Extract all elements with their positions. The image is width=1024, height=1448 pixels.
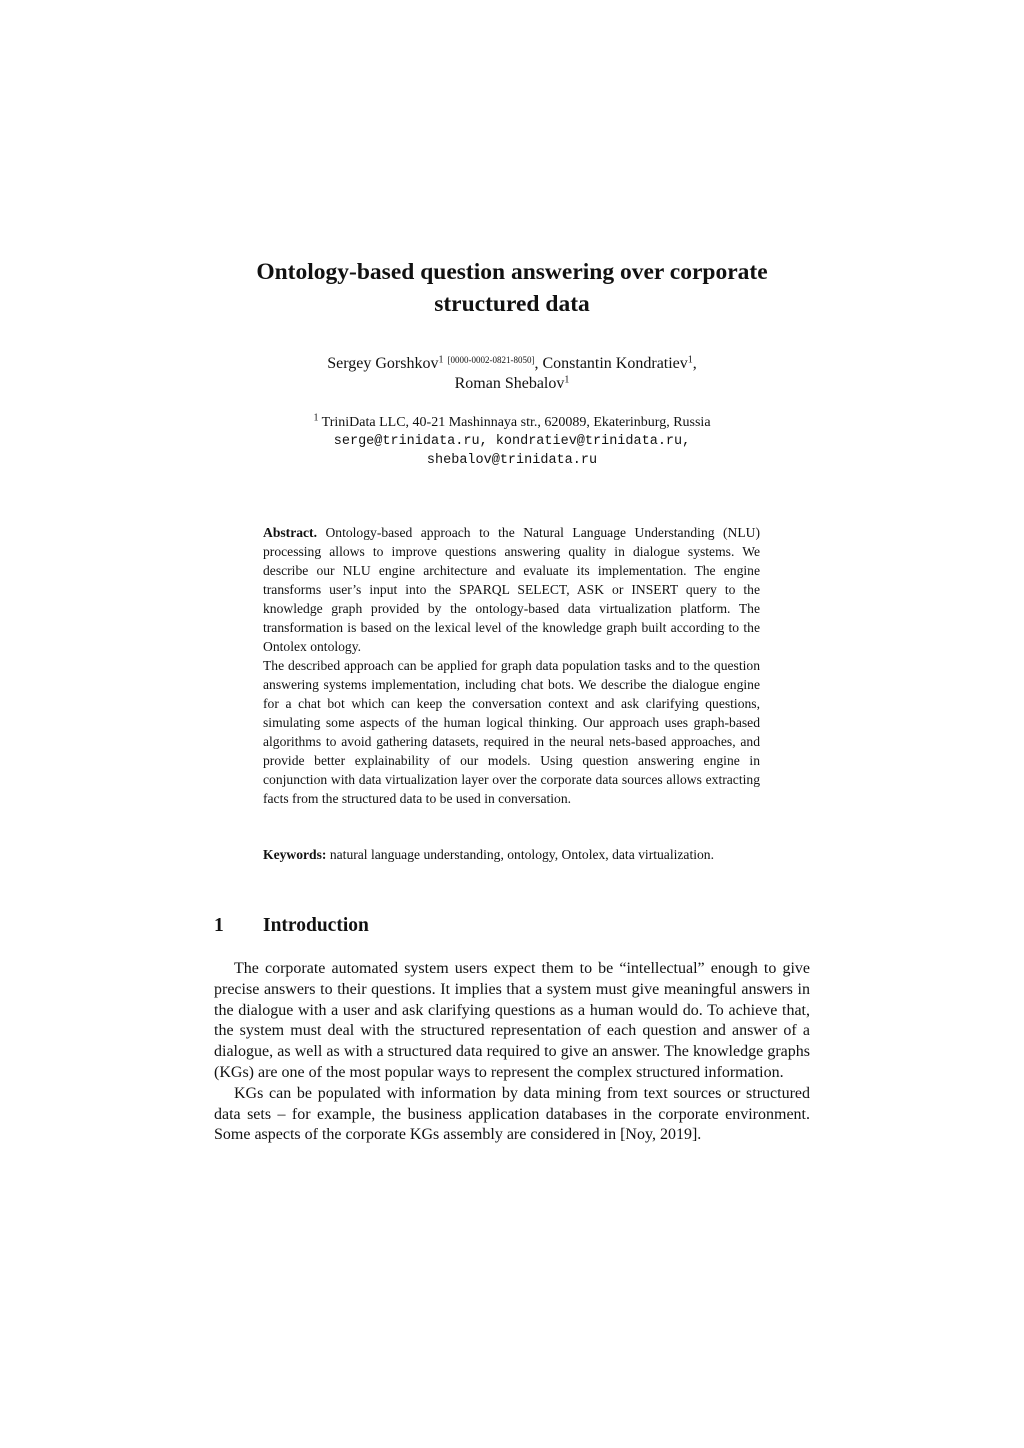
author-affiliation-mark: 1 [687, 354, 693, 366]
author-affiliation-mark: 1 [564, 374, 570, 386]
keywords-label: Keywords: [263, 847, 327, 862]
author-separator: , [534, 355, 543, 372]
affiliation-mark: 1 [313, 412, 319, 424]
abstract-label: Abstract. [263, 525, 317, 540]
keywords [263, 845, 760, 864]
affiliation-text: TriniData LLC, 40-21 Mashinnaya str., 620089, Ekaterinburg, Russia [318, 415, 711, 430]
abstract [263, 523, 760, 808]
section-heading-introduction [214, 913, 814, 939]
author-orcid: [0000-0002-0821-8050] [447, 355, 535, 366]
abstract-paragraph-1 [263, 523, 760, 656]
abstract-text-1: Ontology-based approach to the Natural Language Understanding (NLU) processing allows to improve questions answering quality in dialogue systems. We describe our NLU engine architecture and evaluate its implementation. The engine transforms user’s input into the SPARQL SELECT, ASK or INSERT query to the knowledge graph provided by the ontology-based data virtualization platform. The transformation is based on the lexical level of the knowledge graph built according to the Ontolex ontology. [263, 525, 760, 654]
affiliation-address [0, 413, 1024, 432]
paper-title-line-2: structured data [434, 291, 590, 317]
affiliation-block [0, 413, 1024, 470]
author-line-2 [0, 374, 1024, 394]
author-name: Sergey Gorshkov [327, 355, 439, 372]
author-emails-line-2: shebalov@trinidata.ru [426, 453, 598, 468]
author-list [0, 354, 1024, 394]
author-affiliation-mark: 1 [438, 354, 444, 366]
paper-title-line-1: Ontology-based question answering over corporate [256, 259, 768, 285]
section-title: Introduction [263, 915, 369, 936]
keywords-text: natural language understanding, ontology, Ontolex, data virtualization. [326, 847, 715, 862]
author-emails-line-1: serge@trinidata.ru, kondratiev@trinidata.ru, [333, 434, 691, 449]
paper-title [0, 256, 1024, 320]
author-name: Roman Shebalov [454, 375, 565, 392]
body-paragraph-2: KGs can be populated with information by data mining from text sources or structured data sets – for example, the business application databases in the corporate environment. Some aspects of the corporate KGs assembly are considered in [Noy, 2019]. [214, 1084, 810, 1144]
keywords-paragraph [263, 845, 760, 864]
section-number: 1 [214, 915, 224, 936]
author-name: Constantin Kondratiev [542, 355, 688, 372]
body-paragraph-1: The corporate automated system users expect them to be “intellectual” enough to give precise answers to their questions. It implies that a system must give meaningful answers in the dialogue with a user and ask clarifying questions as a human would do. To achieve that, the system must deal with the structured representation of each question and answer of a dialogue, as well as with a structured data required to give an answer. The knowledge graphs (KGs) are one of the most popular ways to represent the complex structured information. [214, 960, 810, 1081]
introduction-body [214, 959, 810, 1146]
abstract-paragraph-2: The described approach can be applied for graph data population tasks and to the question answering systems implementation, including chat bots. We describe the dialogue engine for a chat bot which can keep the conversation context and ask clarifying questions, simulating some aspects of the human logical thinking. Our approach uses graph-based algorithms to avoid gathering datasets, required in the neural nets-based approaches, and provide better explainability of our models. Using question answering engine in conjunction with data virtualization layer over the corporate data sources allows extracting facts from the structured data to be used in conversation. [263, 658, 760, 806]
author-line-1 [0, 354, 1024, 374]
author-separator: , [692, 355, 697, 372]
